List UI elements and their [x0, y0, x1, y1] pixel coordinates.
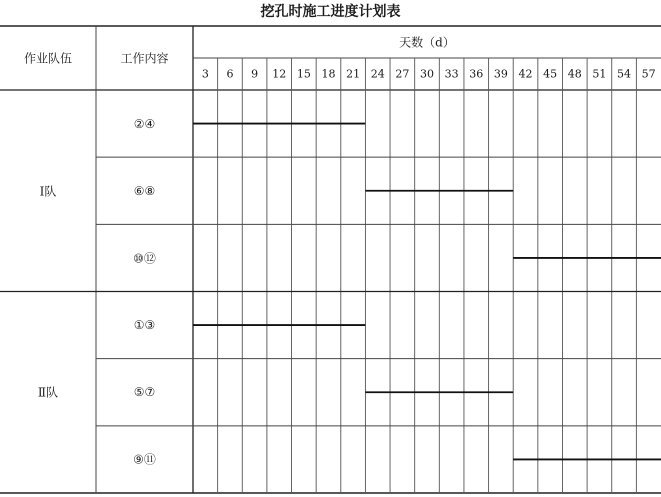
work-content: ②④	[133, 116, 156, 131]
day-header-27: 27	[395, 67, 410, 81]
days-header: 天数（d）	[399, 35, 455, 50]
day-header-48: 48	[567, 67, 582, 81]
day-header-24: 24	[370, 67, 385, 81]
day-header-42: 42	[518, 67, 533, 81]
work-content: ①③	[133, 318, 156, 333]
day-header-45: 45	[543, 67, 558, 81]
day-header-30: 30	[420, 67, 434, 81]
day-header-54: 54	[617, 67, 632, 81]
day-header-57: 57	[641, 67, 656, 81]
team-name: Ⅱ队	[37, 385, 59, 400]
day-header-6: 6	[226, 67, 234, 81]
day-header-21: 21	[346, 67, 361, 81]
team-name: Ⅰ队	[39, 184, 57, 199]
work-content: ⑨⑪	[133, 452, 156, 467]
day-header-36: 36	[469, 67, 484, 81]
day-header-15: 15	[296, 67, 311, 81]
day-header-18: 18	[321, 67, 336, 81]
work-content: ⑩⑫	[133, 251, 156, 266]
day-header-33: 33	[444, 67, 459, 81]
work-column-header: 工作内容	[120, 51, 169, 66]
day-header-12: 12	[272, 67, 287, 81]
work-content: ⑤⑦	[133, 385, 156, 400]
day-header-51: 51	[592, 67, 607, 81]
day-header-9: 9	[251, 67, 259, 81]
work-content: ⑥⑧	[133, 183, 156, 198]
day-header-39: 39	[493, 67, 508, 81]
table-title: 挖孔时施工进度计划表	[260, 4, 401, 20]
team-column-header: 作业队伍	[23, 51, 73, 66]
day-header-3: 3	[201, 67, 209, 81]
